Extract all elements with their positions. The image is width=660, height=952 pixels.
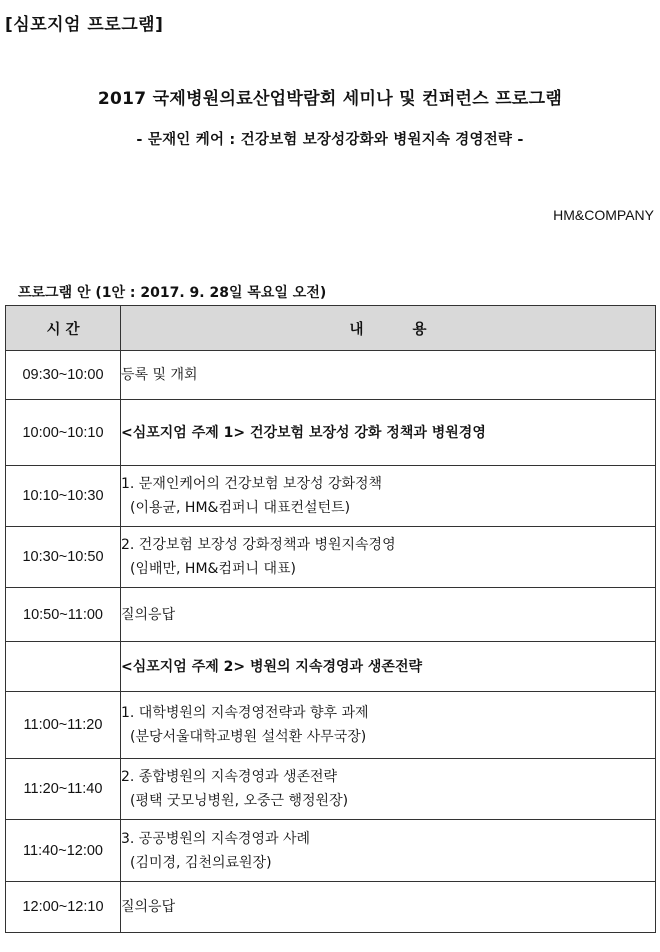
schedule-table bbox=[5, 305, 656, 933]
table-row bbox=[6, 527, 656, 588]
content-cell bbox=[121, 642, 656, 692]
content-line: 등록 및 개회 bbox=[121, 367, 198, 383]
page-subtitle: - 문재인 케어 : 건강보험 보장성강화와 병원지속 경영전략 - bbox=[136, 132, 524, 148]
header-time: 시 간 bbox=[6, 306, 121, 351]
speaker-line: (평택 굿모닝병원, 오중근 행정원장) bbox=[130, 793, 349, 809]
content-cell bbox=[121, 527, 656, 588]
table-row bbox=[6, 588, 656, 642]
speaker-line: (임배만, HM&컴퍼니 대표) bbox=[130, 561, 296, 577]
time-cell: 10:50~11:00 bbox=[6, 588, 121, 642]
company-name: HM&COMPANY bbox=[553, 207, 654, 223]
table-row bbox=[6, 642, 656, 692]
content-cell bbox=[121, 820, 656, 882]
time-cell: 10:30~10:50 bbox=[6, 527, 121, 588]
content-cell bbox=[121, 759, 656, 820]
table-row bbox=[6, 692, 656, 759]
time-cell: 10:10~10:30 bbox=[6, 466, 121, 527]
session-heading: <심포지엄 주제 1> 건강보험 보장성 강화 정책과 병원경영 bbox=[121, 424, 486, 441]
program-caption: 프로그램 안 (1안 : 2017. 9. 28일 목요일 오전) bbox=[18, 285, 327, 301]
content-line: 1. 문재인케어의 건강보험 보장성 강화정책 bbox=[121, 476, 383, 492]
time-cell: 11:00~11:20 bbox=[6, 692, 121, 759]
content-cell bbox=[121, 400, 656, 466]
speaker-line: (이용균, HM&컴퍼니 대표컨설턴트) bbox=[130, 500, 351, 516]
table-row bbox=[6, 882, 656, 933]
content-cell bbox=[121, 692, 656, 759]
speaker-line: (분당서울대학교병원 설석환 사무국장) bbox=[130, 729, 367, 745]
content-cell bbox=[121, 588, 656, 642]
time-cell: 09:30~10:00 bbox=[6, 351, 121, 400]
section-tag: [심포지엄 프로그램] bbox=[5, 15, 164, 35]
table-row bbox=[6, 351, 656, 400]
table-row bbox=[6, 400, 656, 466]
time-cell: 12:00~12:10 bbox=[6, 882, 121, 933]
session-heading: <심포지엄 주제 2> 병원의 지속경영과 생존전략 bbox=[121, 658, 423, 675]
table-row bbox=[6, 820, 656, 882]
content-line: 2. 종합병원의 지속경영과 생존전략 bbox=[121, 769, 338, 785]
time-cell: 10:00~10:10 bbox=[6, 400, 121, 466]
content-line: 1. 대학병원의 지속경영전략과 향후 과제 bbox=[121, 705, 369, 721]
table-header-row bbox=[6, 306, 656, 351]
page-title: 2017 국제병원의료산업박람회 세미나 및 컨퍼런스 프로그램 bbox=[97, 89, 563, 109]
content-cell bbox=[121, 882, 656, 933]
time-cell: 11:40~12:00 bbox=[6, 820, 121, 882]
table-row bbox=[6, 759, 656, 820]
content-line: 3. 공공병원의 지속경영과 사례 bbox=[121, 830, 310, 847]
table-row bbox=[6, 466, 656, 527]
time-cell bbox=[6, 642, 121, 692]
speaker-line: (김미경, 김천의료원장) bbox=[130, 854, 272, 871]
content-line: 질의응답 bbox=[121, 606, 176, 623]
time-cell: 11:20~11:40 bbox=[6, 759, 121, 820]
content-cell bbox=[121, 351, 656, 400]
content-cell bbox=[121, 466, 656, 527]
header-content: 내 용 bbox=[121, 306, 656, 351]
content-line: 질의응답 bbox=[121, 899, 176, 915]
content-line: 2. 건강보험 보장성 강화정책과 병원지속경영 bbox=[121, 537, 396, 553]
